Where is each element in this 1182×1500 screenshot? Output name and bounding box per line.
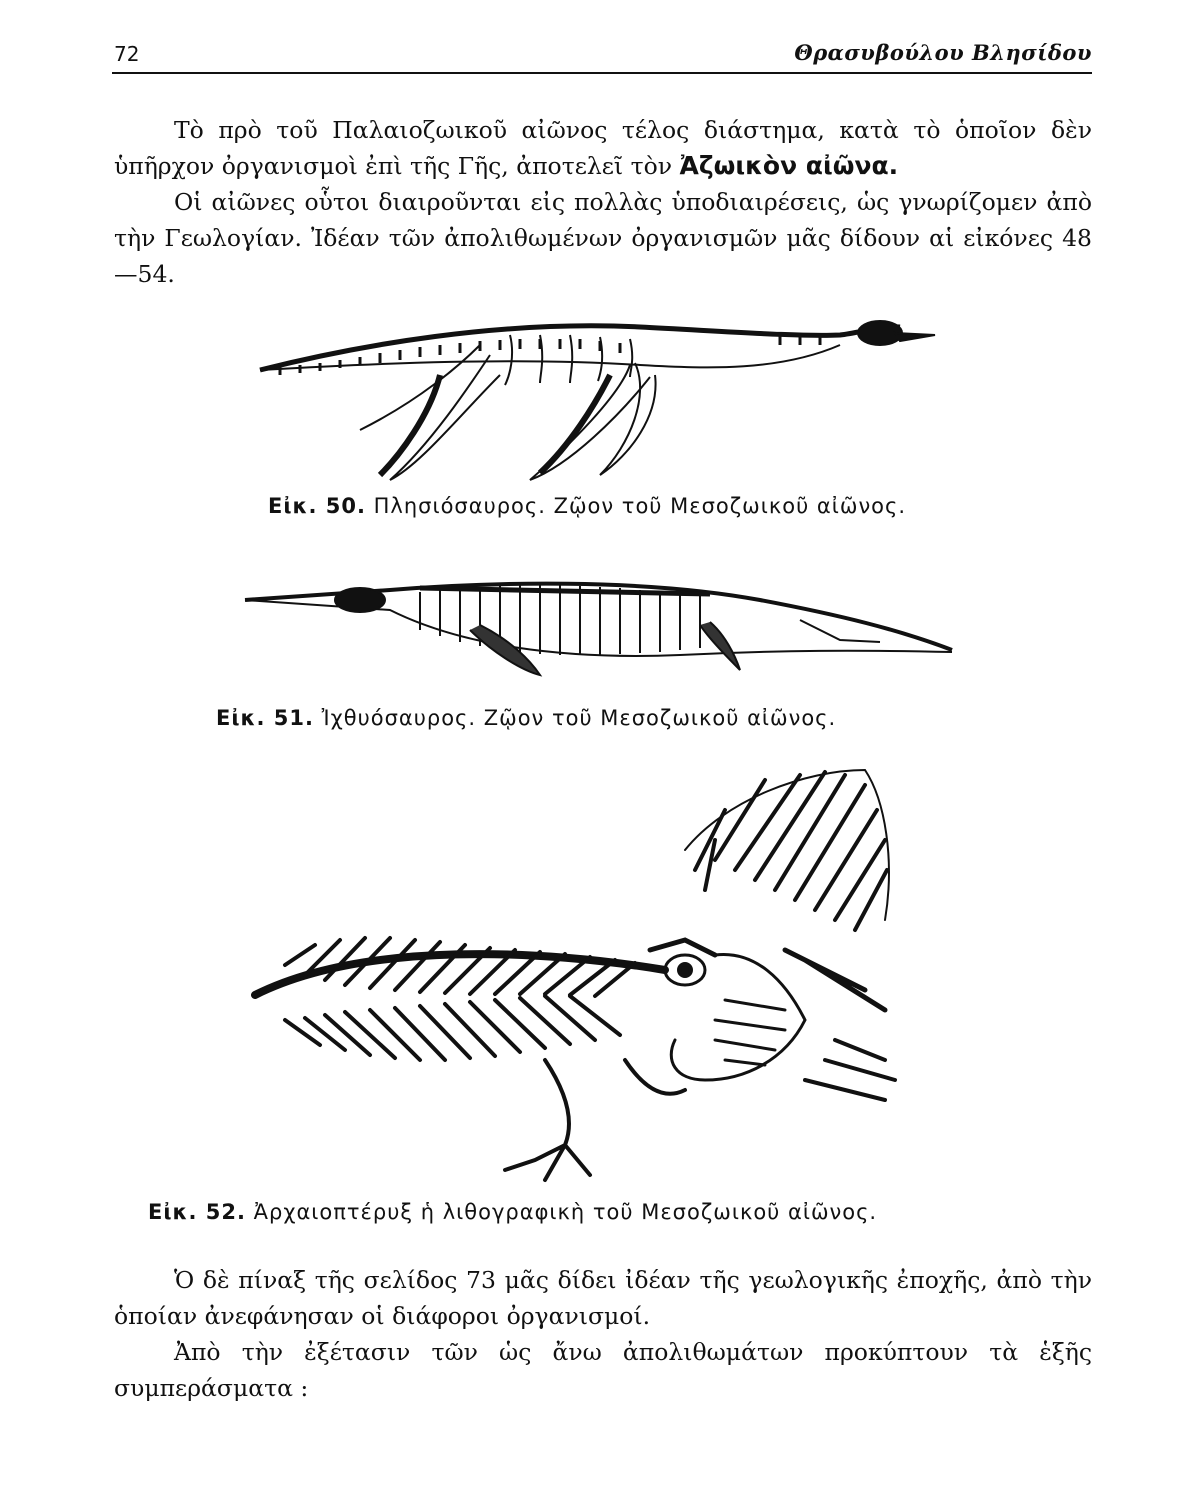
paragraph-eras — [114, 184, 1092, 292]
figure-52-text: Ἀρχαιοπτέρυξ ἡ λιθογραφικὴ τοῦ Μεσοζωικοῦ αἰῶνος. — [253, 1200, 878, 1224]
page-number: 72 — [114, 42, 140, 66]
header-rule — [112, 72, 1092, 74]
archaeopteryx-illustration — [245, 760, 905, 1185]
paragraph-eras-text: Οἱ αἰῶνες οὗτοι διαιροῦνται εἰς πολλὰς ὑποδιαιρέσεις, ὡς γνωρίζομεν ἀπὸ τὴν Γεωλογίαν. Ἰδέαν τῶν ἀπολιθωμένων ὀργανισμῶν μᾶς δίδουν αἱ εἰκόνες 48—54. — [114, 188, 1092, 288]
ichthyosaur-illustration — [240, 570, 955, 680]
figure-50-label: Εἰκ. 50. — [268, 494, 366, 518]
page-header — [112, 38, 1092, 74]
paragraph-conclusions — [114, 1334, 1092, 1406]
paragraph-table-reference-text: Ὁ δὲ πίναξ τῆς σελίδος 73 μᾶς δίδει ἰδέαν τῆς γεωλογικῆς ἐποχῆς, ἀπὸ τὴν ὁποίαν ἀνεφάνησαν οἱ διάφοροι ὀργανισμοί. — [114, 1266, 1092, 1330]
running-head: Θρασυβούλου Βλησίδου — [794, 40, 1092, 65]
azoic-term: Ἀζωικὸν αἰῶνα. — [679, 151, 899, 180]
paragraph-conclusions-text: Ἀπὸ τὴν ἐξέτασιν τῶν ὡς ἄνω ἀπολιθωμάτων προκύπτουν τὰ ἑξῆς συμπεράσματα : — [114, 1338, 1092, 1402]
paragraph-azoic-text: Τὸ πρὸ τοῦ Παλαιοζωικοῦ αἰῶνος τέλος διάστημα, κατὰ τὸ ὁποῖον δὲν ὑπῆρχον ὀργανισμοὶ ἐπὶ τῆς Γῆς, ἀποτελεῖ τὸν — [114, 116, 1092, 180]
figure-50-caption — [268, 494, 906, 518]
figure-52-caption — [148, 1200, 877, 1224]
figure-52-label: Εἰκ. 52. — [148, 1200, 246, 1224]
figure-51-label: Εἰκ. 51. — [216, 706, 314, 730]
figure-50-text: Πλησιόσαυρος. Ζῷον τοῦ Μεσοζωικοῦ αἰῶνος. — [373, 494, 907, 518]
paragraph-table-reference — [114, 1262, 1092, 1334]
figure-51-caption — [216, 706, 836, 730]
figure-51-text: Ἰχθυόσαυρος. Ζῷον τοῦ Μεσοζωικοῦ αἰῶνος. — [321, 706, 837, 730]
paragraph-azoic — [114, 112, 1092, 184]
plesiosaur-illustration — [240, 305, 940, 490]
